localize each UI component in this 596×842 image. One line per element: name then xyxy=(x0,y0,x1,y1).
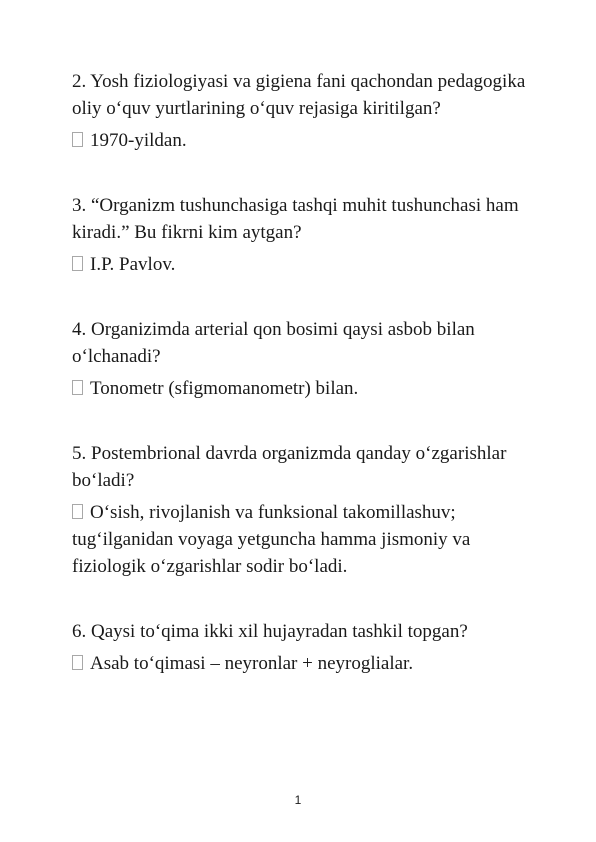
qa-item-4 xyxy=(72,316,532,402)
answer-line xyxy=(72,375,532,402)
question-text: 2. Yosh fiziologiyasi va gigiena fani qachondan pedagogika oliy o‘quv yurtlarining o‘quv rejasiga kiritilgan? xyxy=(72,71,526,119)
missing-glyph-box-icon xyxy=(72,655,83,670)
answer-text: I.P. Pavlov. xyxy=(90,254,176,275)
answer-line xyxy=(72,251,532,278)
answer-line xyxy=(72,650,532,677)
answer-text: O‘sish, rivojlanish va funksional takomillashuv; tug‘ilganidan voyaga yetguncha hamma jismoniy va fiziologik o‘zgarishlar sodir bo‘ladi. xyxy=(72,502,471,577)
qa-item-6 xyxy=(72,618,532,677)
answer-text: Tonometr (sfigmomanometr) bilan. xyxy=(90,378,359,399)
question-text: 6. Qaysi to‘qima ikki xil hujayradan tashkil topgan? xyxy=(72,621,468,642)
document-page xyxy=(72,68,532,677)
qa-item-3 xyxy=(72,192,532,278)
answer-text: 1970-yildan. xyxy=(90,130,187,151)
missing-glyph-box-icon xyxy=(72,132,83,147)
answer-text: Asab to‘qimasi – neyronlar + neyroglialar. xyxy=(90,653,414,674)
answer-line xyxy=(72,127,532,154)
missing-glyph-box-icon xyxy=(72,380,83,395)
question-text: 5. Postembrional davrda organizmda qanday o‘zgarishlar bo‘ladi? xyxy=(72,443,507,491)
question-text: 3. “Organizm tushunchasiga tashqi muhit tushunchasi ham kiradi.” Bu fikrni kim aytgan? xyxy=(72,195,519,243)
qa-item-5 xyxy=(72,440,532,580)
missing-glyph-box-icon xyxy=(72,256,83,271)
missing-glyph-box-icon xyxy=(72,504,83,519)
page-number: 1 xyxy=(294,793,302,807)
qa-item-2 xyxy=(72,68,532,154)
question-text: 4. Organizimda arterial qon bosimi qaysi asbob bilan o‘lchanadi? xyxy=(72,319,475,367)
answer-line xyxy=(72,499,532,580)
